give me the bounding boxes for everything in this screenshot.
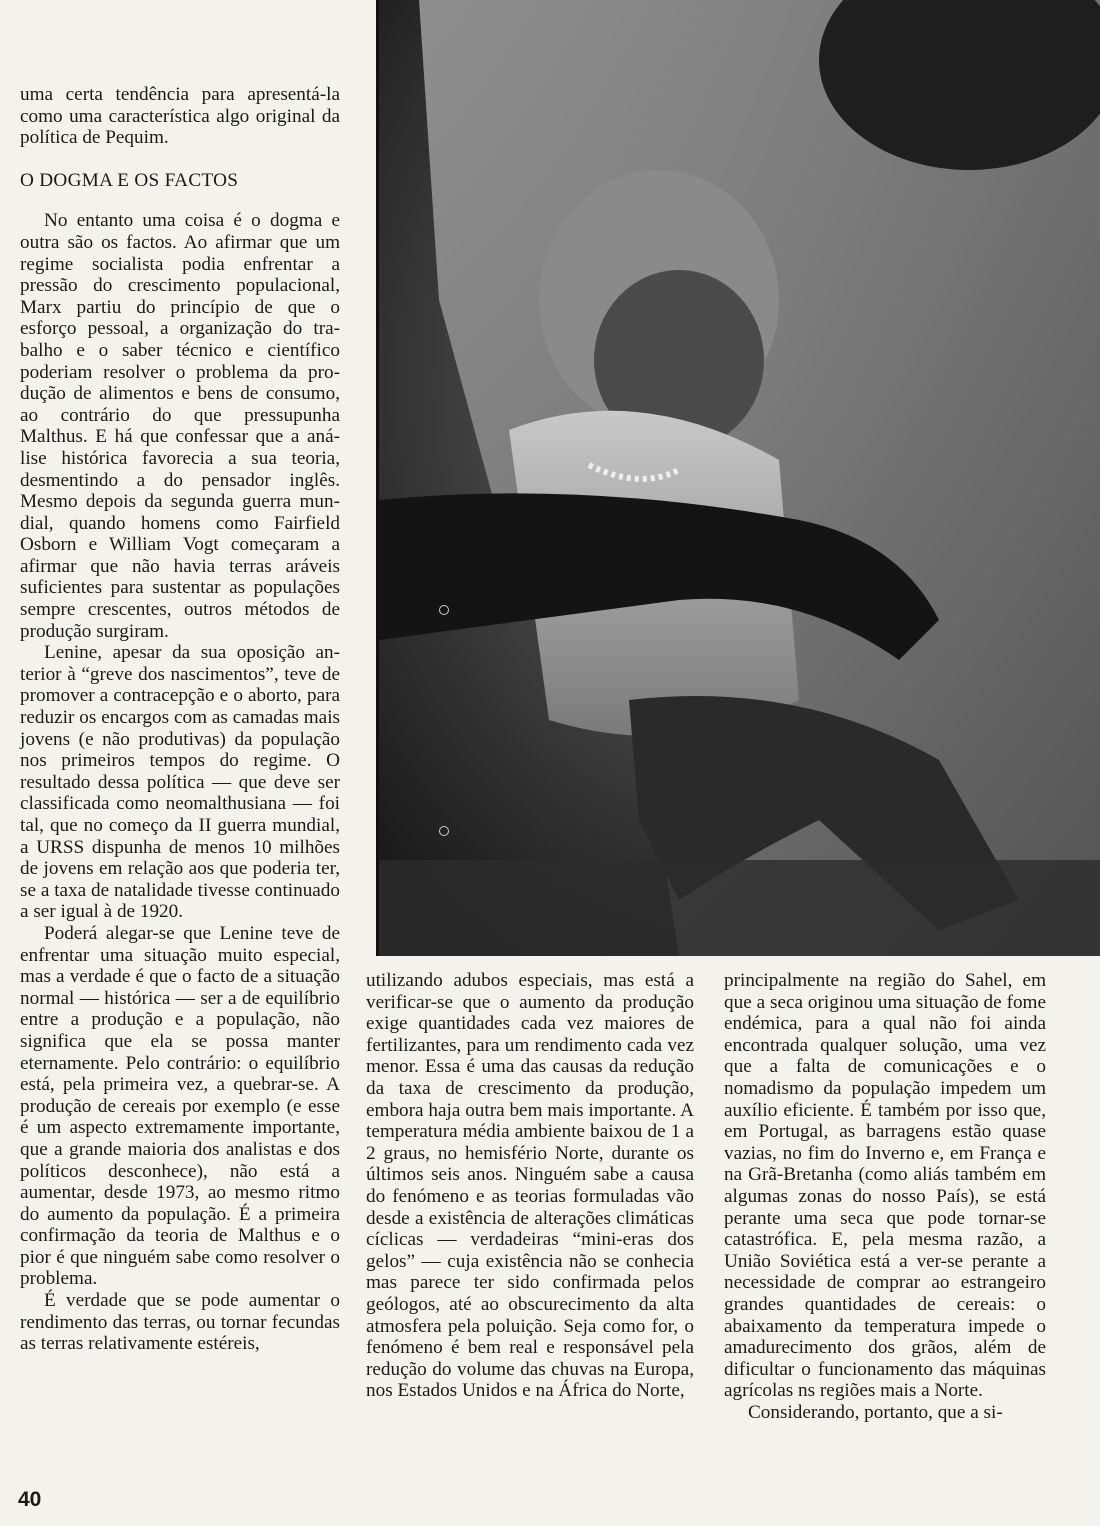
famine-photograph [376,0,1100,956]
right-column [724,970,1046,1423]
photo-illustration [379,0,1100,956]
section-heading: O DOGMA E OS FACTOS [20,169,239,191]
punch-hole [439,605,449,615]
intro-paragraph: uma certa tendência para apresentá-la como uma característica algo original da política de Pequim. [20,84,340,149]
middle-column [366,970,694,1402]
left-column [20,84,340,1355]
punch-hole [439,826,449,836]
body-paragraph: Considerando, portanto, que a si- [748,1401,1003,1423]
body-paragraph: Lenine, apesar da sua oposição anterior à “greve dos nascimentos”, teve de promover a contracepção e o aborto, para reduzir os encargos com as camadas mais jovens (e não produtivas) da população nos primeiros tempos do regime. O resultado dessa política — que deve ser classificada como neomalthusiana — foi tal, que no começo da II guerra mundial, a URSS dispunha de menos 10 milhões de jovens em relação aos que poderia ter, se a taxa de natalidade tivesse continuado a ser igual à de 1920. [20,642,340,923]
body-paragraph: utilizando adubos especiais, mas está a verificar-se que o aumento da produção exige quantidades cada vez maiores de fertilizantes, para um rendimento cada vez menor. Essa é uma das causas da redução da taxa de crescimento da produção, embora haja outra bem mais importante. A temperatura média ambiente baixou de 1 a 2 graus, no hemisfério Norte, durante os últimos seis anos. Ninguém sabe a causa do fenómeno e as teorias formuladas vão desde a existência de alterações climáticas cíclicas — verdadeiras “mini-eras dos gelos” — cuja existência não se conhecia mas parece ter sido confirmada pelos geólogos, até ao obscurecimento da alta atmosfera pela poluição. Seja como for, o fenómeno é bem real e responsável pela redução do volume das chuvas na Europa, nos Estados Unidos e na África do Norte, [366,970,694,1402]
body-paragraph: Poderá alegar-se que Lenine teve de enfrentar uma situação muito especial, mas a verdade é que o facto de a situação normal — histórica — ser a de equilíbrio entre a produção e a população, não significa que ela se possa manter eternamente. Pelo contrário: o equilíbrio está, pela primeira vez, a quebrar-se. A produção de cereais por exemplo (e esse é um aspecto extremamente importante, que a grande maioria dos analistas e dos políticos desconhece), não está a aumentar, desde 1973, ao mesmo ritmo do aumento da população. É a primeira confirmação da teoria de Malthus e o pior é que ninguém sabe como resolver o problema. [20,922,340,1290]
page-number: 40 [18,1488,42,1511]
body-paragraph: principalmente na região do Sahel, em que a seca originou uma situação de fome endémica, para a qual não foi ainda encontrada qualquer solução, uma vez que a falta de comunicações e o nomadismo da população impedem um auxílio eficiente. É também por isso que, em Portugal, as barragens estão quase vazias, no fim do Inverno e, em França e na Grã-Bretanha (como aliás também em algumas zonas do nosso País), se está perante uma seca que pode tornar-se catastrófica. E, pela mesma razão, a União Soviética está a ver-se perante a necessidade de comprar ao estrangeiro grandes quantidades de cereais: o abaixamento da temperatura impede o amadurecimento dos grãos, além de dificultar o funcionamento das máquinas agrícolas ns regiões mais a Norte. [724,970,1046,1402]
body-paragraph: No entanto uma coisa é o dogma e outra são os factos. Ao afirmar que um regime socialista podia enfrentar a pressão do crescimento populacional, Marx partiu do princípio de que o esforço pessoal, a organização do trabalho e o saber técnico e científico poderiam resolver o problema da produção de alimentos e bens de consumo, ao contrário do que pressupunha Malthus. E há que confessar que a análise histórica favorecia a sua teoria, desmentindo a do pensador inglês. Mesmo depois da segunda guerra mundial, quando homens como Fairfield Osborn e William Vogt começaram a afirmar que não havia terras aráveis suficientes para sustentar as populações sempre crescentes, outros métodos de produção surgiram. [20,210,340,642]
body-paragraph: É verdade que se pode aumentar o rendimento das terras, ou tornar fecundas as terras relativamente estéreis, [20,1290,340,1355]
